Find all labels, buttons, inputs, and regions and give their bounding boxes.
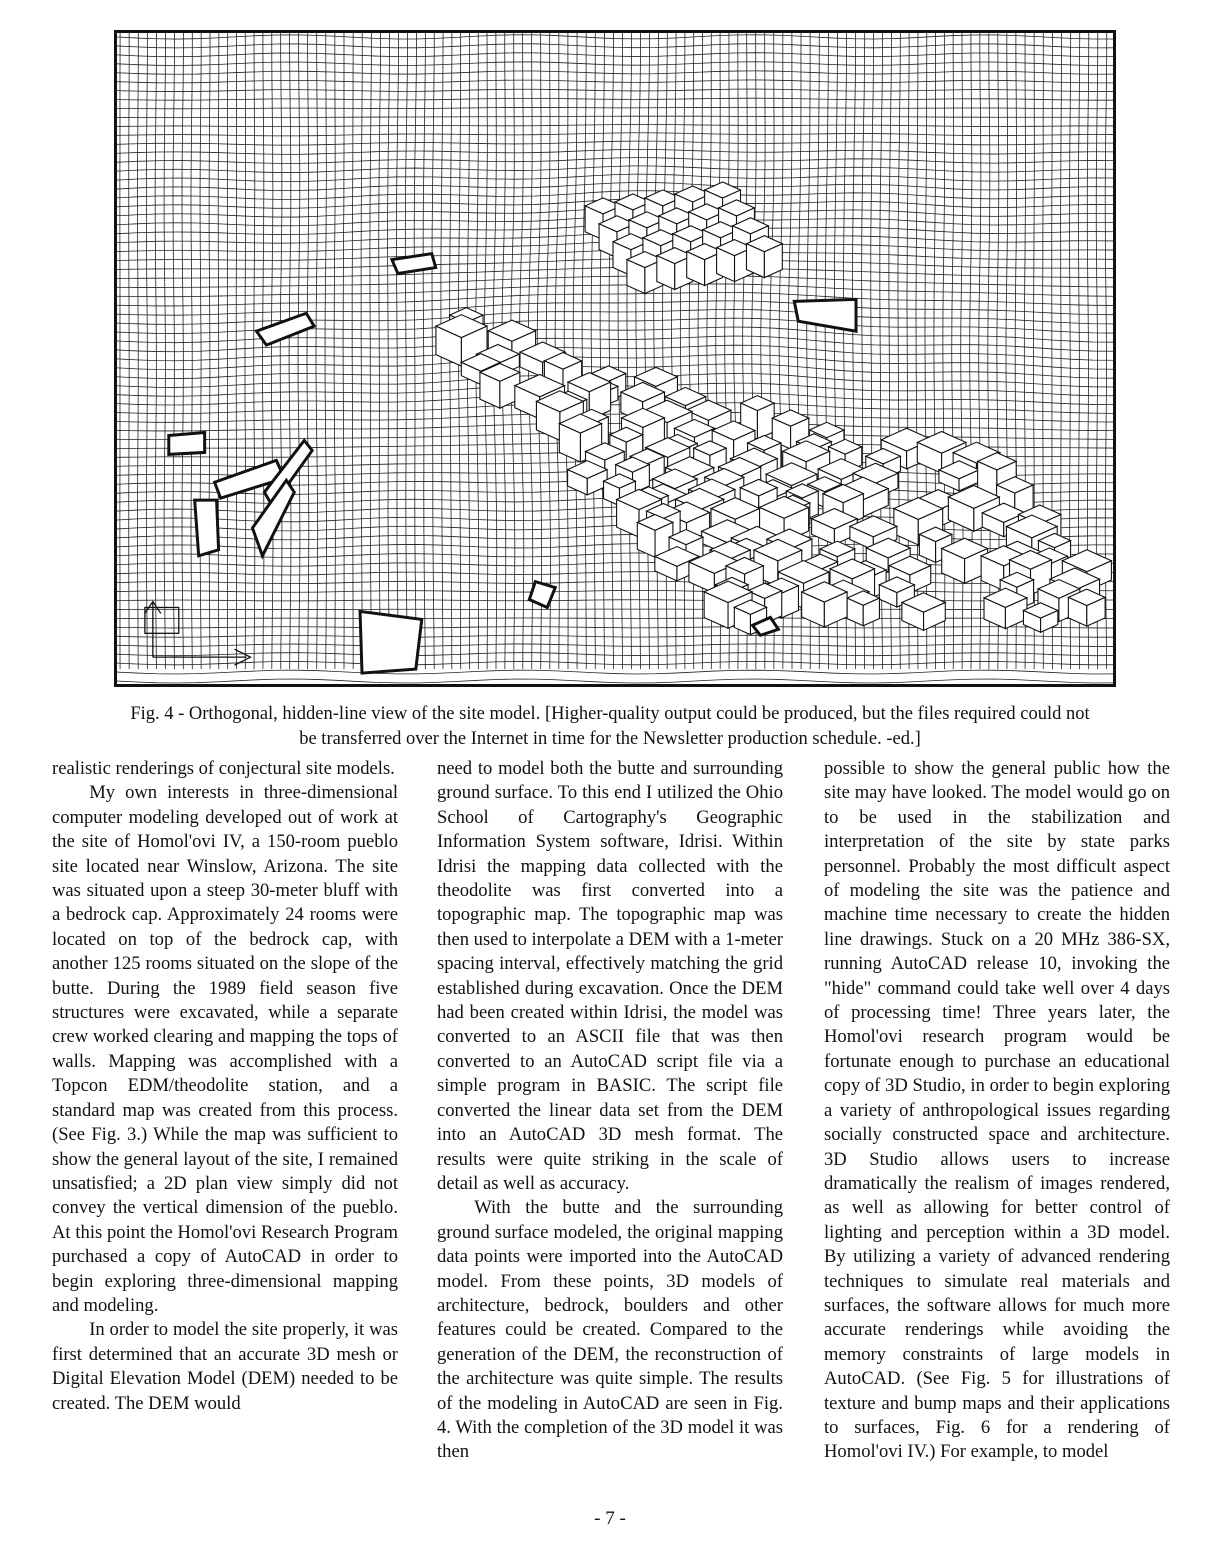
page-number: - 7 -	[594, 1508, 626, 1529]
paragraph: need to model both the butte and surrounding ground surface. To this end I utilized the Ohio School of Cartography's Geographic Information System software, Idrisi. Within Idrisi the mapping data collected with the theodolite was first converted into a topographic map. The topographic map was then used to interpolate a DEM with a 1-meter spacing interval, effectively matching the grid established during excavation. Once the DEM had been created within Idrisi, the model was converted to an ASCII file that was then converted to an AutoCAD script file via a simple program in BASIC. The script file converted the linear data set from the DEM into an AutoCAD 3D mesh format. The results were quite striking in the scale of detail as well as accuracy.	[437, 758, 783, 1194]
text-column-1	[52, 757, 398, 1416]
paragraph: In order to model the site properly, it was first determined that an accurate 3D mesh or Digital Elevation Model (DEM) needed to be created. The DEM would	[52, 1319, 398, 1414]
paragraph: With the butte and the surrounding ground surface modeled, the original mapping data points were imported into the AutoCAD model. From these points, 3D models of architecture, bedrock, boulders and other features could be created. Compared to the generation of the DEM, the reconstruction of the architecture was quite simple. The results of the modeling in AutoCAD are seen in Fig. 4. With the completion of the 3D model it was then	[437, 1197, 783, 1463]
text-column-2	[437, 757, 783, 1465]
figure-caption: Fig. 4 - Orthogonal, hidden-line view of the site model. [Higher-quality output could be produced, but the files required could not be transferred over the Internet in time for the Newsletter production schedule. -ed.]	[130, 704, 1090, 749]
paragraph: My own interests in three-dimensional computer modeling developed out of work at the site of Homol'ovi IV, a 150-room pueblo site located near Winslow, Arizona. The site was situated upon a steep 30-meter bluff with a bedrock cap. Approximately 24 rooms were located on top of the bedrock cap, with another 125 rooms situated on the slope of the butte. During the 1989 field season five structures were excavated, while a separate crew worked clearing and mapping the tops of walls. Mapping was accomplished with a Topcon EDM/theodolite station, and a standard map was created from this process. (See Fig. 3.) While the map was sufficient to show the general layout of the site, I remained unsatisfied; a 2D plan view simply did not convey the vertical dimension of the pueblo. At this point the Homol'ovi Research Program purchased a copy of AutoCAD in order to begin exploring three-dimensional mapping and modeling.	[52, 782, 398, 1316]
wireframe-mesh-illustration	[117, 33, 1113, 684]
figure-4-wireframe	[114, 30, 1116, 687]
text-column-3	[824, 757, 1170, 1465]
paragraph: realistic renderings of conjectural site models.	[52, 758, 395, 779]
paragraph: possible to show the general public how the site may have looked. The model would go on to be used in the stabilization and interpretation of the site by state parks personnel. Probably the most difficult aspect of modeling the site was the patience and machine time necessary to create the hidden line drawings. Stuck on a 20 MHz 386-SX, running AutoCAD release 10, invoking the "hide" command could take well over 4 days of processing time! Three years later, the Homol'ovi research program would be fortunate enough to purchase an educational copy of 3D Studio, in order to begin exploring a variety of anthropological issues regarding socially constructed space and architecture. 3D Studio allows users to increase dramatically the realism of images rendered, as well as allowing for better control of lighting and perception within a 3D model. By utilizing a variety of advanced rendering techniques to simulate real materials and surfaces, the software allows for much more accurate renderings while avoiding the memory constraints of large models in AutoCAD. (See Fig. 5 for illustrations of texture and bump maps and their applications to surfaces, Fig. 6 for a rendering of Homol'ovi IV.) For example, to model	[824, 758, 1170, 1463]
